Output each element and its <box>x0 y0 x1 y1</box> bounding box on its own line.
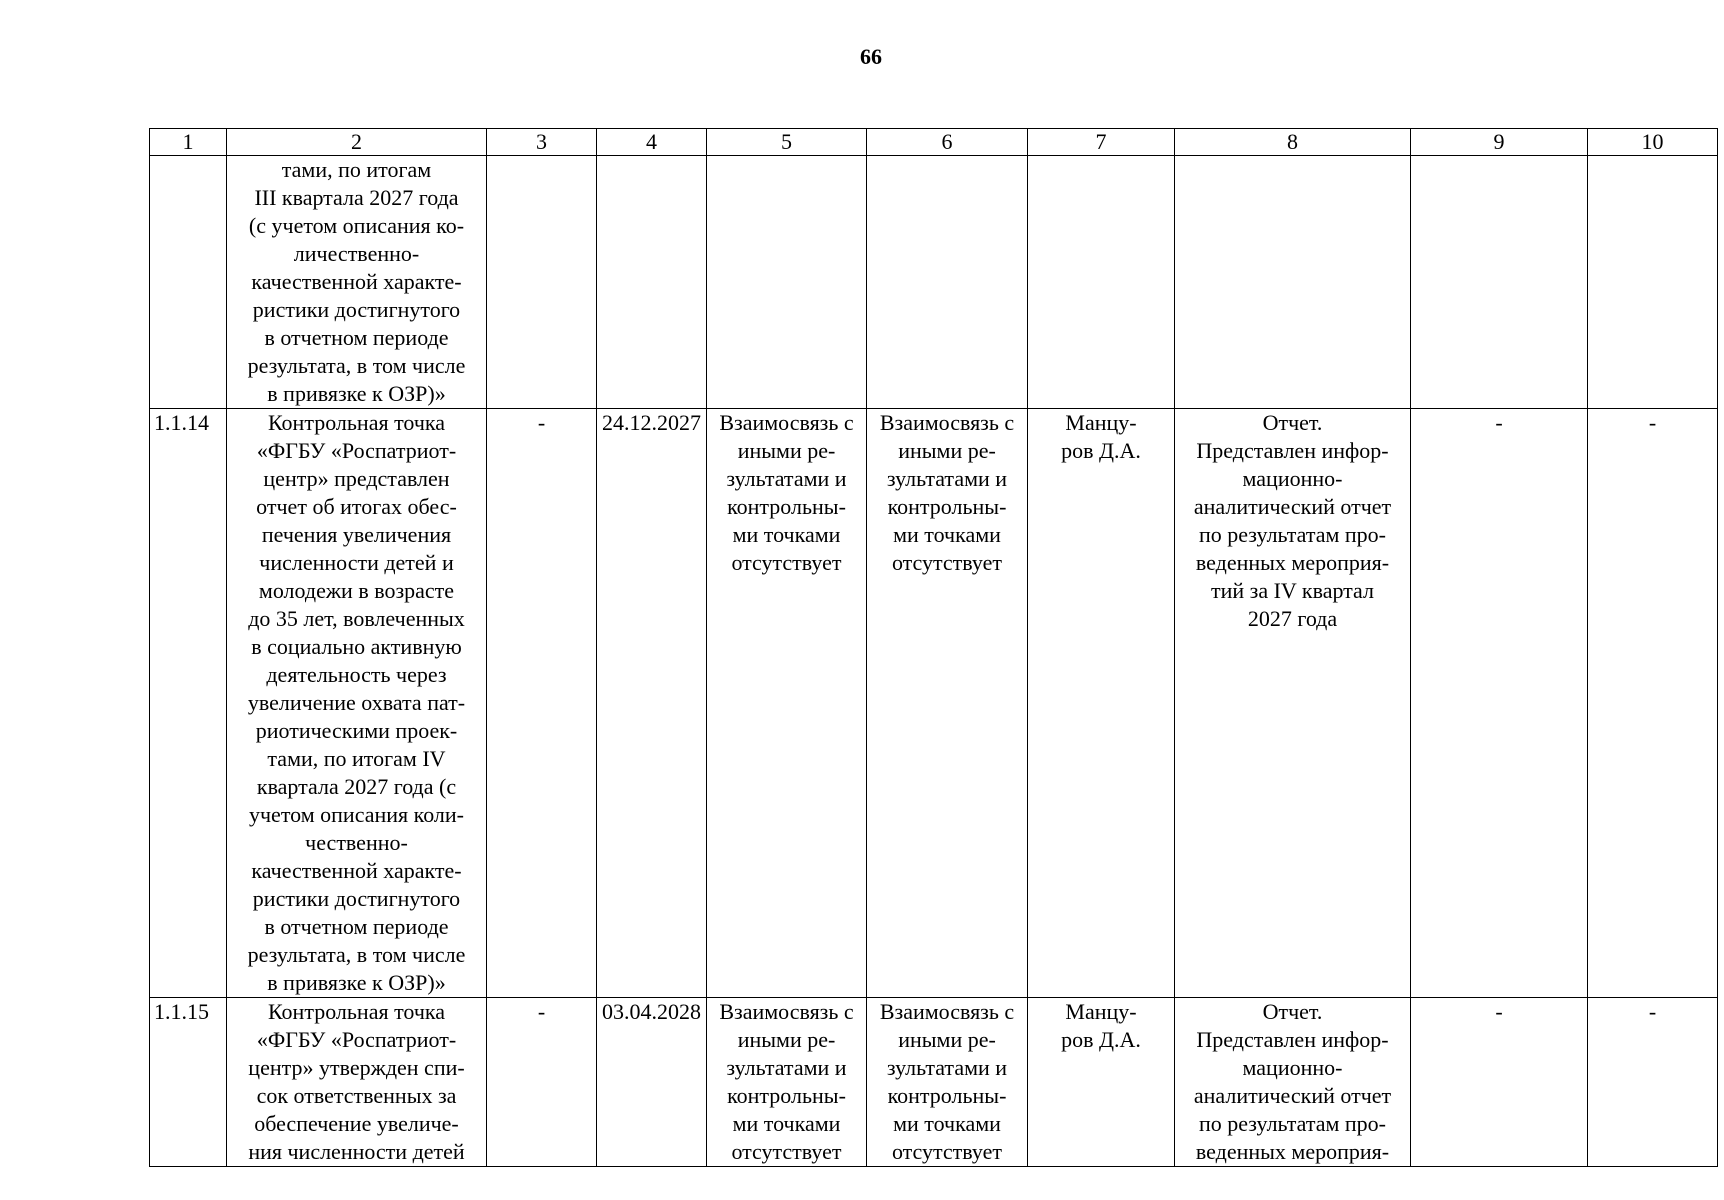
column-header: 6 <box>867 129 1028 156</box>
cell-description <box>227 156 487 409</box>
column-header: 8 <box>1175 129 1411 156</box>
cell-text-line: отсутствует <box>891 1139 1003 1164</box>
cell-text-line: личественно- <box>293 241 420 266</box>
cell-text-line: в отчетном периоде <box>264 325 449 350</box>
cell-text-line: ми точками <box>732 522 841 547</box>
column-header: 10 <box>1588 129 1718 156</box>
cell-text-line: квартала 2027 года (с <box>256 774 457 799</box>
cell-text-line: чественно- <box>305 830 408 855</box>
cell-text-line: ров Д.А. <box>1061 438 1141 463</box>
column-header: 5 <box>707 129 867 156</box>
cell-text-line: в привязке к ОЗР)» <box>267 970 446 995</box>
cell-col3: - <box>487 409 597 998</box>
cell-text-line: качественной характе- <box>251 858 462 883</box>
cell-text-line: ми точками <box>893 1111 1001 1136</box>
cell-text-line: иными ре- <box>898 438 996 463</box>
cell-text-line: Отчет. <box>1262 999 1323 1024</box>
cell-text-line: до 35 лет, вовлеченных <box>248 606 465 631</box>
cell-text-line: Взаимосвязь с <box>719 999 854 1024</box>
cell-text-line: зультатами и <box>726 1055 847 1080</box>
cell-result <box>1175 156 1411 409</box>
cell-col6 <box>867 409 1028 998</box>
cell-text-line: увеличение охвата пат- <box>247 690 466 715</box>
cell-date <box>597 156 707 409</box>
cell-text-line: качественной характе- <box>251 269 462 294</box>
cell-text-line: центр» утвержден спи- <box>248 1055 465 1080</box>
cell-text-line: зультатами и <box>886 466 1008 491</box>
column-header: 2 <box>227 129 487 156</box>
column-header: 7 <box>1028 129 1175 156</box>
cell-col10: - <box>1588 998 1718 1167</box>
column-header: 9 <box>1411 129 1588 156</box>
cell-text-line: Манцу- <box>1065 999 1137 1024</box>
cell-text-line: Взаимосвязь с <box>879 410 1015 435</box>
cell-text-line: зультатами и <box>886 1055 1008 1080</box>
row-number: 1.1.14 <box>150 409 227 998</box>
cell-text-line: Представлен инфор- <box>1196 438 1389 463</box>
cell-result <box>1175 409 1411 998</box>
cell-text-line: мационно- <box>1242 1055 1343 1080</box>
cell-description <box>227 998 487 1167</box>
row-number: 1.1.15 <box>150 998 227 1167</box>
table-row <box>150 156 1718 409</box>
column-header: 3 <box>487 129 597 156</box>
cell-text-line: зультатами и <box>726 466 847 491</box>
cell-text-line: Представлен инфор- <box>1196 1027 1389 1052</box>
cell-responsible <box>1028 409 1175 998</box>
cell-text-line: результата, в том числе <box>247 942 466 967</box>
cell-text-line: отсутствует <box>891 550 1003 575</box>
cell-text-line: риотическими проек- <box>255 718 458 743</box>
cell-text-line: веденных мероприя- <box>1195 1139 1390 1164</box>
cell-text-line: контрольны- <box>727 494 846 519</box>
column-header: 4 <box>597 129 707 156</box>
cell-text-line: в социально активную <box>251 634 462 659</box>
cell-text-line: «ФГБУ «Роспатриот- <box>256 438 457 463</box>
cell-text-line: по результатам про- <box>1199 522 1386 547</box>
cell-col9 <box>1411 156 1588 409</box>
cell-result <box>1175 998 1411 1167</box>
cell-text-line: ми точками <box>732 1111 841 1136</box>
cell-col3 <box>487 156 597 409</box>
cell-text-line: тами, по итогам IV <box>267 746 446 771</box>
cell-text-line: иными ре- <box>737 438 836 463</box>
cell-text-line: обеспечение увеличе- <box>254 1111 459 1136</box>
cell-text-line: III квартала 2027 года <box>254 185 459 210</box>
cell-col10 <box>1588 156 1718 409</box>
cell-text-line: мационно- <box>1242 466 1343 491</box>
cell-text-line: веденных мероприя- <box>1195 550 1390 575</box>
cell-text-line: иными ре- <box>898 1027 996 1052</box>
cell-text-line: аналитический отчет <box>1193 1083 1392 1108</box>
cell-date: 03.04.2028 <box>597 998 707 1167</box>
cell-col5 <box>707 998 867 1167</box>
cell-col5 <box>707 156 867 409</box>
cell-text-line: контрольны- <box>727 1083 846 1108</box>
cell-text-line: печения увеличения <box>261 522 452 547</box>
cell-text-line: ристики достигнутого <box>252 297 461 322</box>
cell-text-line: Взаимосвязь с <box>719 410 854 435</box>
table-row <box>150 998 1718 1167</box>
cell-text-line: Контрольная точка <box>267 410 446 435</box>
cell-text-line: 2027 года <box>1247 606 1338 631</box>
cell-text-line: численности детей и <box>259 550 454 575</box>
page-number: 66 <box>860 44 882 69</box>
cell-text-line: молодежи в возрасте <box>258 578 455 603</box>
cell-text-line: ров Д.А. <box>1061 1027 1141 1052</box>
cell-col10: - <box>1588 409 1718 998</box>
cell-text-line: центр» представлен <box>263 466 450 491</box>
cell-text-line: результата, в том числе <box>247 353 466 378</box>
cell-text-line: ми точками <box>893 522 1001 547</box>
cell-text-line: в отчетном периоде <box>264 914 449 939</box>
cell-text-line: в привязке к ОЗР)» <box>267 381 446 406</box>
cell-text-line: Контрольная точка <box>267 999 446 1024</box>
cell-text-line: аналитический отчет <box>1193 494 1392 519</box>
cell-responsible <box>1028 998 1175 1167</box>
cell-text-line: Отчет. <box>1262 410 1323 435</box>
cell-responsible <box>1028 156 1175 409</box>
cell-text-line: Взаимосвязь с <box>879 999 1015 1024</box>
cell-text-line: отчет об итогах обес- <box>256 494 457 519</box>
cell-text-line: тами, по итогам <box>281 157 432 182</box>
cell-col6 <box>867 156 1028 409</box>
cell-text-line: «ФГБУ «Роспатриот- <box>256 1027 457 1052</box>
cell-text-line: ния численности детей <box>248 1139 465 1164</box>
cell-text-line: деятельность через <box>266 662 447 687</box>
cell-text-line: отсутствует <box>731 1139 842 1164</box>
table-row <box>150 409 1718 998</box>
cell-col9: - <box>1411 998 1588 1167</box>
cell-col3: - <box>487 998 597 1167</box>
cell-date: 24.12.2027 <box>597 409 707 998</box>
cell-col5 <box>707 409 867 998</box>
header-row <box>150 129 1718 156</box>
cell-text-line: тий за IV квартал <box>1210 578 1374 603</box>
cell-text-line: (с учетом описания ко- <box>248 213 465 238</box>
cell-text-line: по результатам про- <box>1199 1111 1386 1136</box>
cell-col6 <box>867 998 1028 1167</box>
cell-text-line: Манцу- <box>1065 410 1137 435</box>
control-points-table <box>149 128 1718 1167</box>
cell-description <box>227 409 487 998</box>
cell-text-line: иными ре- <box>737 1027 836 1052</box>
cell-col9: - <box>1411 409 1588 998</box>
row-number <box>150 156 227 409</box>
cell-text-line: ристики достигнутого <box>252 886 461 911</box>
cell-text-line: учетом описания коли- <box>248 802 465 827</box>
cell-text-line: контрольны- <box>887 494 1007 519</box>
column-header: 1 <box>150 129 227 156</box>
cell-text-line: контрольны- <box>887 1083 1007 1108</box>
cell-text-line: сок ответственных за <box>256 1083 457 1108</box>
cell-text-line: отсутствует <box>731 550 842 575</box>
